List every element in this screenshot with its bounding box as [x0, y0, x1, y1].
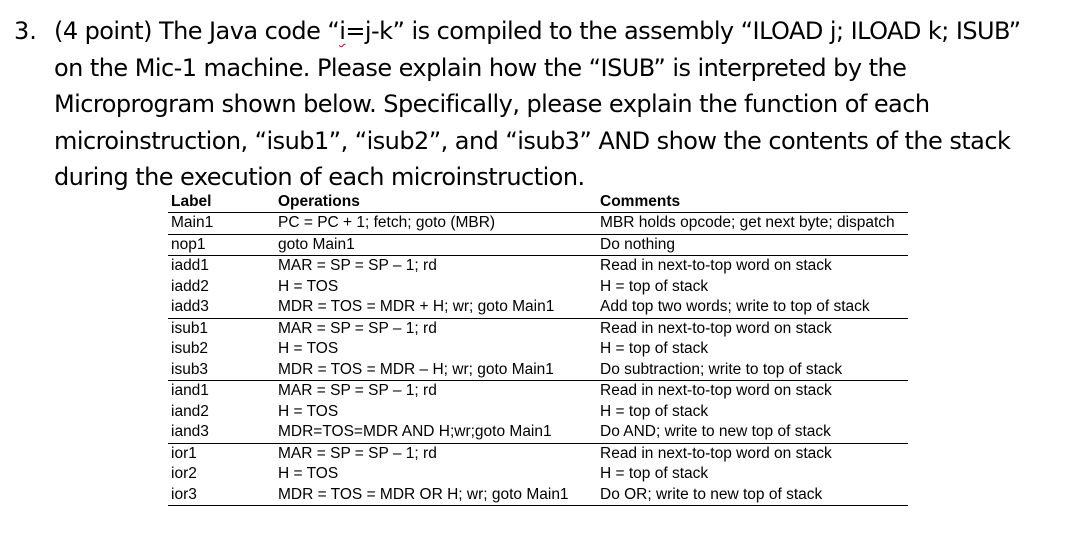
label-cell: isub3 [168, 360, 275, 381]
comment-cell: Read in next-to-top word on stack [600, 444, 832, 462]
operation-cell: goto Main1 [275, 234, 597, 256]
label-cell: iand2 [171, 402, 209, 420]
operation-cell: H = TOS [278, 277, 339, 295]
table-row [168, 297, 908, 318]
table-row [168, 339, 908, 360]
comment-cell: Read in next-to-top word on stack [600, 382, 832, 399]
operation-cell: PC = PC + 1; fetch; goto (MBR) [275, 213, 597, 235]
label-cell: ior2 [171, 465, 197, 482]
comment-cell: H = top of stack [600, 340, 709, 357]
operation-cell: MAR = SP = SP – 1; rd [278, 444, 437, 462]
question-block [14, 13, 1064, 196]
comment-cell: MBR holds opcode; get next byte; dispatch [597, 213, 908, 235]
table-row [168, 464, 908, 485]
operation-cell: MDR = TOS = MDR + H; wr; goto Main1 [275, 297, 597, 318]
operation-cell: MAR = SP = SP – 1; rd [278, 319, 437, 337]
comment-cell: Do OR; write to new top of stack [597, 485, 908, 506]
operation-cell: H = TOS [278, 340, 339, 357]
table-row [168, 318, 908, 339]
table-row [168, 402, 908, 423]
label-cell: isub1 [171, 319, 209, 337]
question-line-1: (4 point) The Java code “i=j-k” is compiled to the assembly “ILOAD j; ILOAD k; ISUB” [54, 17, 1021, 45]
label-cell: nop1 [168, 234, 275, 256]
operation-cell: MDR = TOS = MDR OR H; wr; goto Main1 [275, 485, 597, 506]
table-row [168, 234, 908, 256]
table-row [168, 360, 908, 381]
label-cell: ior1 [171, 444, 197, 462]
comment-cell: H = top of stack [600, 402, 709, 420]
operation-cell: MDR=TOS=MDR AND H;wr;goto Main1 [275, 422, 597, 443]
comment-cell: Do subtraction; write to top of stack [597, 360, 908, 381]
table-body [168, 213, 908, 506]
question-line-5: during the execution of each microinstruction. [54, 163, 585, 191]
operation-cell: MAR = SP = SP – 1; rd [278, 257, 437, 274]
label-cell: ior3 [168, 485, 275, 506]
table-row [168, 485, 908, 506]
table-row [168, 381, 908, 402]
comment-cell: Do AND; write to new top of stack [597, 422, 908, 443]
label-cell: iand3 [168, 422, 275, 443]
operation-cell: MDR = TOS = MDR – H; wr; goto Main1 [275, 360, 597, 381]
comment-cell: Read in next-to-top word on stack [600, 257, 832, 274]
table-header-row [168, 192, 908, 213]
header-label: Label [168, 192, 275, 213]
question-text [54, 13, 1064, 196]
table-row [168, 213, 908, 235]
operation-cell: MAR = SP = SP – 1; rd [278, 382, 437, 399]
table-row [168, 443, 908, 464]
comment-cell: H = top of stack [600, 465, 709, 482]
question-line-3: Microprogram shown below. Specifically, please explain the function of each [54, 90, 930, 118]
header-comments: Comments [597, 192, 908, 213]
label-cell: iadd2 [171, 277, 209, 295]
label-cell: isub2 [171, 340, 209, 357]
label-cell: iand1 [171, 382, 209, 399]
label-cell: Main1 [168, 213, 275, 235]
label-cell: iadd1 [171, 257, 209, 274]
microprogram-table [168, 192, 908, 506]
operation-cell: H = TOS [278, 402, 339, 420]
comment-cell: H = top of stack [600, 277, 709, 295]
question-line-4: microinstruction, “isub1”, “isub2”, and “isub3” AND show the contents of the stack [54, 126, 1011, 155]
label-cell: iadd3 [168, 297, 275, 318]
table-row [168, 256, 908, 277]
comment-cell: Do nothing [597, 234, 908, 256]
table-row [168, 422, 908, 443]
comment-cell: Read in next-to-top word on stack [600, 319, 832, 337]
question-line-2: on the Mic-1 machine. Please explain how the “ISUB” is interpreted by the [54, 53, 907, 82]
operation-cell: H = TOS [278, 465, 339, 482]
comment-cell: Add top two words; write to top of stack [597, 297, 908, 318]
table-row [168, 277, 908, 298]
header-operations: Operations [275, 192, 597, 213]
question-number: 3. [14, 17, 37, 45]
spellcheck-squiggle: i [339, 17, 346, 45]
